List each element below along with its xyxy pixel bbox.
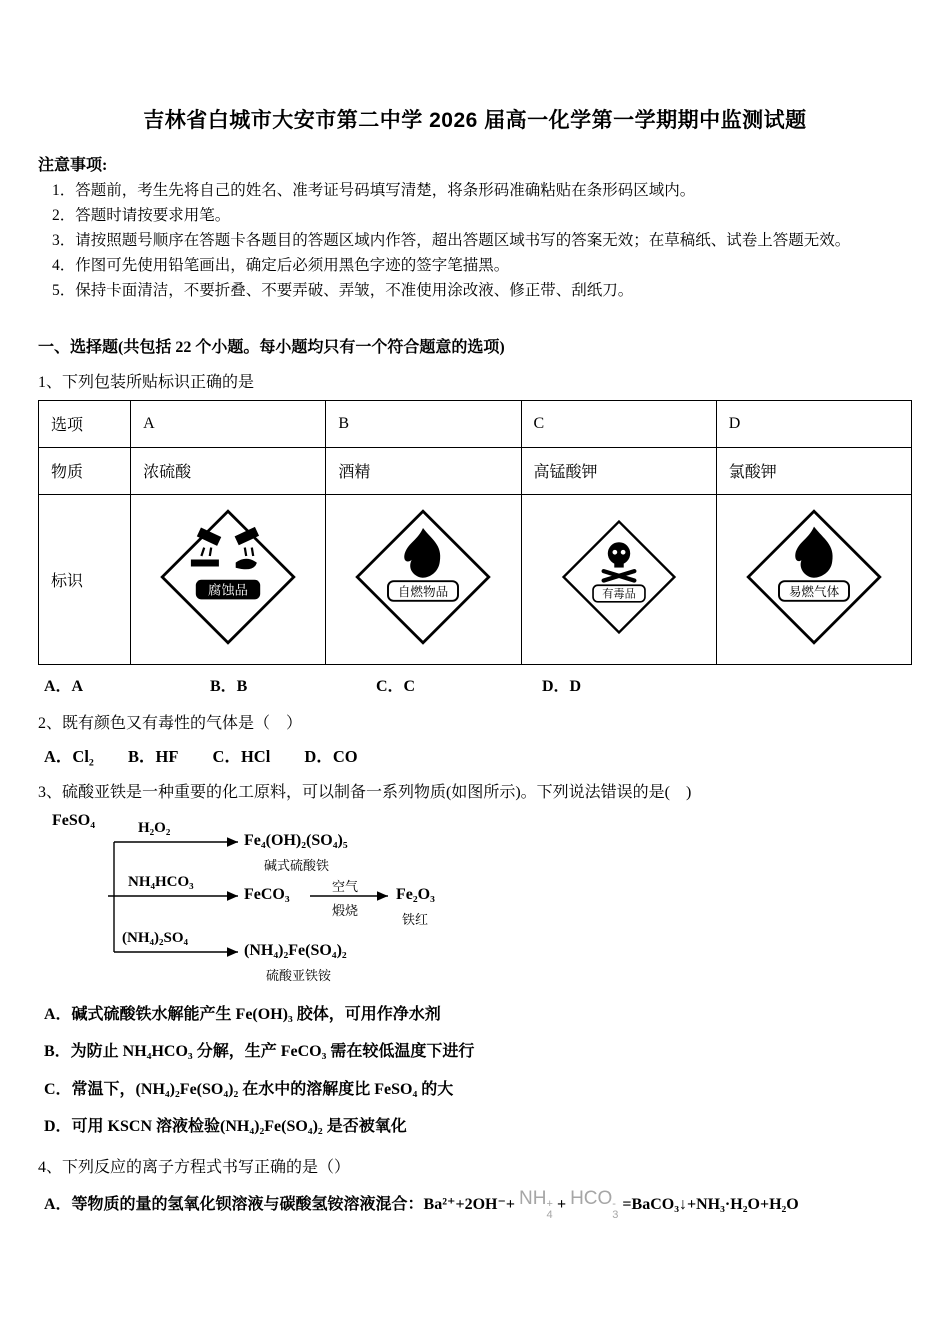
question-4-stem: 4、下列反应的离子方程式书写正确的是（） xyxy=(38,1158,351,1176)
option-col-c: C xyxy=(521,400,716,447)
mark-cell-c xyxy=(521,494,716,664)
notice-item: 4．作图可先使用铅笔画出，确定后必须用黑色字迹的签字笔描黑。 xyxy=(52,257,510,275)
substance-c: 高锰酸钾 xyxy=(521,447,716,494)
ion-superscript: - xyxy=(612,1197,616,1210)
row-header-mark: 标识 xyxy=(39,494,131,664)
choice-b: B．为防止 NH₄HCO₃ 分解，生产 FeCO₃ 需在较低温度下进行 xyxy=(44,1043,475,1061)
diagram-branch3-reagent: (NH₄)₂SO₄ xyxy=(122,929,188,946)
choice-b: B．B xyxy=(210,677,248,695)
notice-section xyxy=(38,152,912,304)
question-1 xyxy=(38,369,912,696)
question-3-stem: 3、硫酸亚铁是一种重要的化工原料，可以制备一系列物质(如图所示)。下列说法错误的是( ) xyxy=(38,783,692,801)
option-col-b: B xyxy=(326,400,521,447)
question-1-choices xyxy=(44,673,912,696)
page-title: 吉林省白城市大安市第二中学 2026 届高一化学第一学期期中监测试题 xyxy=(143,109,807,132)
substance-a: 浓硫酸 xyxy=(131,447,326,494)
choice-b: B．HF xyxy=(128,746,179,766)
flammable-solid-icon xyxy=(348,507,498,647)
hazard-label-flammable-gas: 易燃气体 xyxy=(788,584,840,599)
diagram-condition-calcine: 煅烧 xyxy=(332,902,359,918)
notice-item: 1．答题前，考生先将自己的姓名、准考证号码填写清楚，将条形码准确粘贴在条形码区域内。 xyxy=(52,182,696,199)
equation-plus: + xyxy=(556,1195,567,1213)
question-3-choices xyxy=(44,1004,912,1138)
notice-item: 2．答题时请按要求用笔。 xyxy=(52,207,231,225)
choice-a: A．A xyxy=(44,677,84,695)
diagram-branch2-product: FeCO₃ xyxy=(244,885,290,903)
flammable-gas-icon xyxy=(739,507,889,647)
row-header-option: 选项 xyxy=(39,400,131,447)
substance-b: 酒精 xyxy=(326,447,521,494)
question-4 xyxy=(38,1154,912,1226)
question-2 xyxy=(38,710,912,767)
section-one-heading: 一、选择题(共包括 22 个小题。每小题均只有一个符合题意的选项) xyxy=(38,338,505,356)
choice-c: C．HCl xyxy=(212,746,271,766)
table-row-options xyxy=(39,400,912,447)
hazard-label-corrosive: 腐蚀品 xyxy=(208,582,249,598)
choice-d: D．CO xyxy=(304,746,358,766)
hazard-label-toxic: 有毒品 xyxy=(601,588,636,601)
diagram-branch2-product2-name: 铁红 xyxy=(402,911,429,927)
diagram-start-formula: FeSO₄ xyxy=(52,811,96,829)
table-row-substances xyxy=(39,447,912,494)
diagram-branch2-reagent: NH₄HCO₃ xyxy=(128,873,194,890)
diagram-branch1-reagent: H₂O₂ xyxy=(138,819,171,836)
option-col-d: D xyxy=(716,400,911,447)
mark-cell-b xyxy=(326,494,521,664)
question-3 xyxy=(38,779,912,1138)
diagram-branch1-product-name: 碱式硫酸铁 xyxy=(264,857,330,873)
bicarbonate-ion: HCO - 3 xyxy=(570,1187,619,1221)
ion-subscript: 4 xyxy=(546,1208,553,1221)
ion-superscript: + xyxy=(546,1197,553,1210)
table-row-marks xyxy=(39,494,912,664)
choice-c: C．常温下，(NH₄)₂Fe(SO₄)₂ 在水中的溶解度比 FeSO₄ 的大 xyxy=(44,1080,454,1098)
choice-a: A．Cl₂ xyxy=(44,746,94,766)
diagram-branch3-product: (NH₄)₂Fe(SO₄)₂ xyxy=(244,941,347,959)
choice-d: D．可用 KSCN 溶液检验(NH₄)₂Fe(SO₄)₂ 是否被氧化 xyxy=(44,1118,407,1136)
option-col-a: A xyxy=(131,400,326,447)
toxic-icon xyxy=(556,518,682,636)
notice-item: 3．请按照题号顺序在答题卡各题目的答题区域内作答，超出答题区域书写的答案无效；在草稿纸、试卷上答题无效。 xyxy=(52,232,851,250)
choice-c: C．C xyxy=(376,677,416,695)
question-2-choices xyxy=(44,743,912,767)
hazard-label-table xyxy=(38,400,912,665)
question-2-stem: 2、既有颜色又有毒性的气体是（ ） xyxy=(38,714,303,732)
substance-d: 氯酸钾 xyxy=(716,447,911,494)
diagram-branch3-product-name: 硫酸亚铁铵 xyxy=(266,967,332,983)
notice-item: 5．保持卡面清洁，不要折叠、不要弄破、弄皱，不准使用涂改液、修正带、刮纸刀。 xyxy=(52,282,634,300)
fes04-flow-diagram xyxy=(52,812,732,988)
ion-subscript: 3 xyxy=(612,1208,619,1221)
choice-a: A．碱式硫酸铁水解能产生 Fe(OH)₃ 胶体，可用作净水剂 xyxy=(44,1005,441,1023)
hazard-label-flammable-solid: 自燃物品 xyxy=(398,584,449,599)
question-4-choice-a xyxy=(44,1187,912,1226)
mark-cell-a xyxy=(131,494,326,664)
diagram-branch1-product: Fe₄(OH)₂(SO₄)₅ xyxy=(244,831,348,849)
row-header-substance: 物质 xyxy=(39,447,131,494)
choice-d: D．D xyxy=(542,677,582,695)
question-1-stem: 1、下列包装所贴标识正确的是 xyxy=(38,373,255,391)
equation-prefix: A．等物质的量的氢氧化钡溶液与碳酸氢铵溶液混合：Ba²⁺+2OH⁻+ xyxy=(44,1195,516,1213)
mark-cell-d xyxy=(716,494,911,664)
notice-heading: 注意事项: xyxy=(38,157,108,174)
ammonium-ion: NH + 4 xyxy=(519,1187,553,1221)
diagram-arrows xyxy=(52,812,732,988)
diagram-branch2-product2: Fe₂O₃ xyxy=(396,885,435,903)
equation-suffix: =BaCO₃↓+NH₃·H₂O+H₂O xyxy=(622,1195,799,1213)
corrosive-icon xyxy=(153,507,303,647)
diagram-condition-air: 空气 xyxy=(332,878,359,894)
